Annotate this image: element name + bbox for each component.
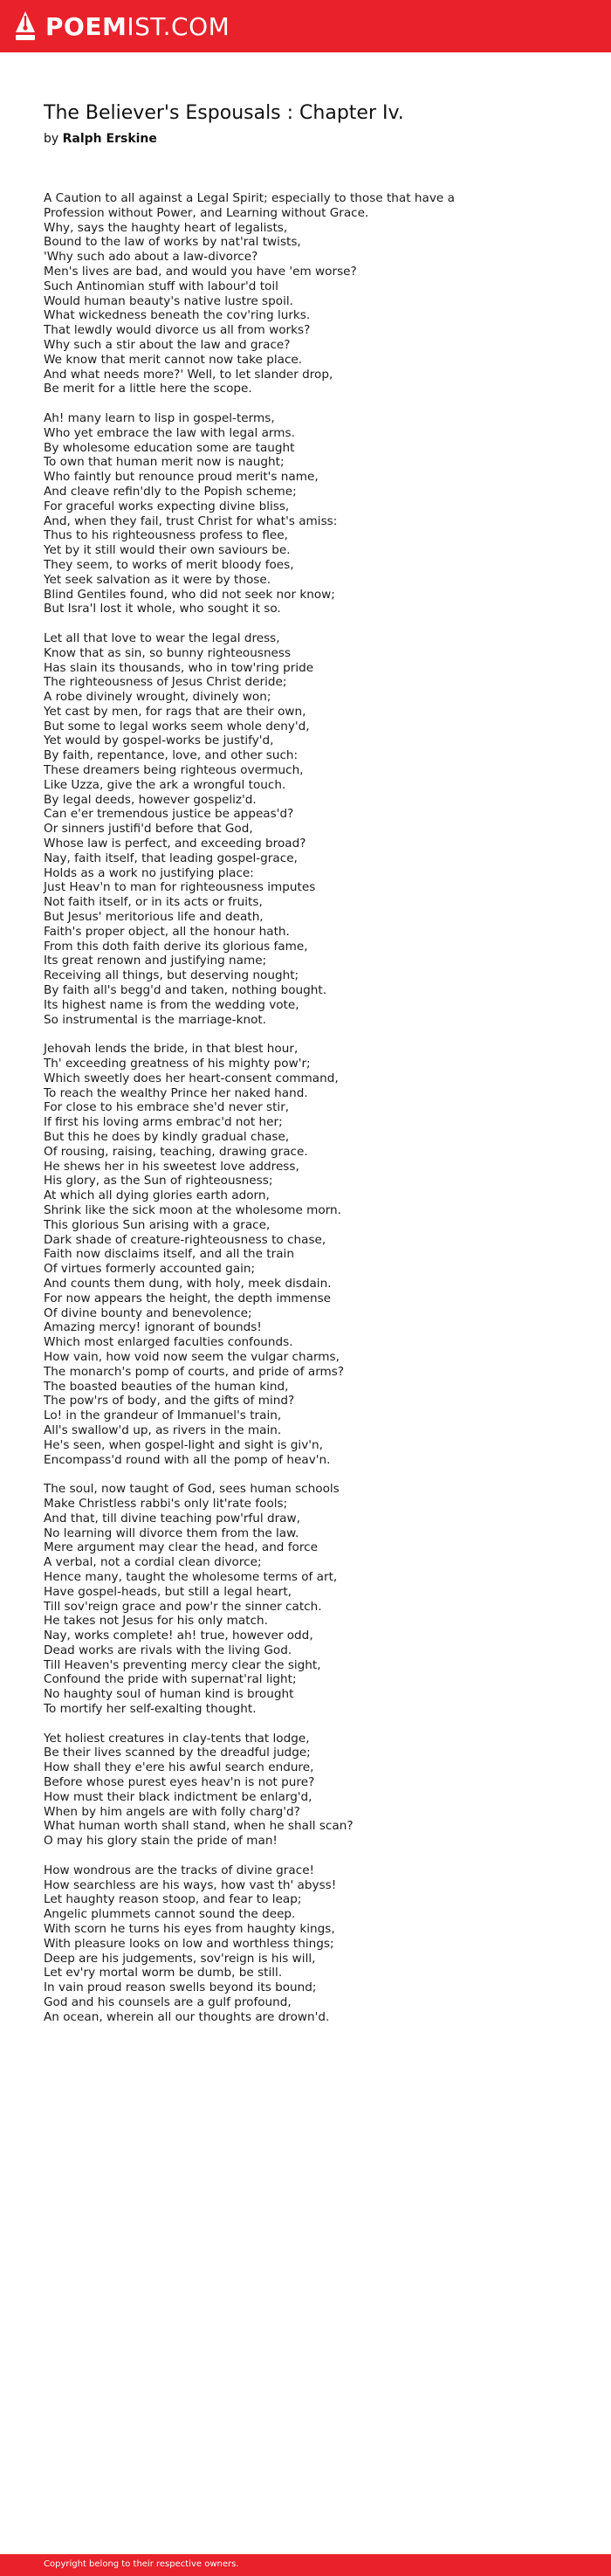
poem-line: By faith, repentance, love, and other such: <box>44 748 299 763</box>
poem-line: Men's lives are bad, and would you have 'em worse? <box>44 264 357 279</box>
poem-line: Angelic plummets cannot sound the deep. <box>44 1907 296 1922</box>
poem-line: Dark shade of creature-righteousness to chase, <box>44 1232 326 1247</box>
poem-line: Holds as a work no justifying place: <box>44 865 254 880</box>
poem-line: And what needs more?' Well, to let slander drop, <box>44 367 333 382</box>
poem-line: For close to his embrace she'd never stir, <box>44 1100 290 1115</box>
poem-line: He takes not Jesus for his only match. <box>44 1614 268 1629</box>
poem-stanza <box>44 631 585 1028</box>
logo-text-bold: POEM <box>45 11 127 41</box>
poem-line: He shews her in his sweetest love address, <box>44 1159 299 1174</box>
poem-line: Let haughty reason stoop, and fear to leap; <box>44 1892 302 1907</box>
poem-line: Yet cast by men, for rags that are their own, <box>44 704 306 719</box>
poem-line: Of rousing, raising, teaching, drawing grace. <box>44 1144 308 1159</box>
poem-line: Profession without Power, and Learning without Grace. <box>44 205 369 220</box>
logo-wordmark <box>45 12 230 41</box>
poem-line: Its highest name is from the wedding vote, <box>44 997 299 1012</box>
top-bar <box>0 0 611 52</box>
poem-line: Would human beauty's native lustre spoil. <box>44 293 293 308</box>
poem-line: A Caution to all against a Legal Spirit; especially to those that have a <box>44 191 455 205</box>
poem-line: Confound the pride with supernat'ral light; <box>44 1672 297 1687</box>
poem-line: By legal deeds, however gospeliz'd. <box>44 792 257 807</box>
poem-line: But some to legal works seem whole deny'd, <box>44 719 310 734</box>
poem-line: All's swallow'd up, as rivers in the main. <box>44 1422 282 1437</box>
poem-line: Make Christless rabbi's only lit'rate fools; <box>44 1496 288 1511</box>
poem-line: He's seen, when gospel-light and sight is giv'n, <box>44 1437 323 1452</box>
poem-line: Of divine bounty and benevolence; <box>44 1305 252 1320</box>
poem-stanza <box>44 1042 585 1467</box>
poem-line: And counts them dung, with holy, meek disdain. <box>44 1276 332 1291</box>
poem-line: Shrink like the sick moon at the wholesome morn. <box>44 1202 341 1217</box>
poem-stanza <box>44 1482 585 1717</box>
poem-line: How wondrous are the tracks of divine grace! <box>44 1863 315 1877</box>
poem-line: From this doth faith derive its glorious fame, <box>44 939 308 954</box>
poem-line: His glory, as the Sun of righteousness; <box>44 1174 273 1188</box>
poem-line: Know that as sin, so bunny righteousness <box>44 645 292 660</box>
poem-line: Why, says the haughty heart of legalists, <box>44 220 288 235</box>
poem-line: Yet by it still would their own saviours be. <box>44 543 291 558</box>
poem-line: Be merit for a little here the scope. <box>44 382 252 396</box>
poem-line: An ocean, wherein all our thoughts are drown'd. <box>44 2009 330 2024</box>
poem-line: Lo! in the grandeur of Immanuel's train, <box>44 1409 282 1423</box>
poem-line: When by him angels are with folly charg'd? <box>44 1804 300 1819</box>
poem-line: No learning will divorce them from the law. <box>44 1526 299 1540</box>
poem-line: Receiving all things, but deserving nought; <box>44 968 299 983</box>
poem-title: The Believer's Espousals : Chapter Iv. <box>44 102 404 124</box>
poem-line: We know that merit cannot now take place. <box>44 352 303 367</box>
logo-text-light: IST.COM <box>127 11 230 41</box>
poem-line: A robe divinely wrought, divinely won; <box>44 690 271 705</box>
poem-line: And cleave refin'dly to the Popish scheme; <box>44 484 297 499</box>
quill-pen-icon <box>14 10 37 42</box>
poem-line: Yet seek salvation as it were by those. <box>44 572 271 587</box>
poem-line: Ah! many learn to lisp in gospel-terms, <box>44 410 275 425</box>
poem-line: That lewdly would divorce us all from works? <box>44 323 311 338</box>
poem-line: How shall they e'ere his awful search endure, <box>44 1760 314 1775</box>
poem-line: For now appears the height, the depth immense <box>44 1291 332 1305</box>
poem-line: Who faintly but renounce proud merit's name, <box>44 470 319 485</box>
poem-line: Yet holiest creatures in clay-tents that lodge, <box>44 1731 310 1746</box>
poem-line: Which sweetly does her heart-consent command, <box>44 1071 339 1085</box>
poem-line: Or sinners justifi'd before that God, <box>44 822 253 837</box>
poem-line: Jehovah lends the bride, in that blest hour, <box>44 1042 299 1057</box>
poem-line: How must their black indictment be enlarg'd, <box>44 1789 312 1804</box>
poem-line: Dead works are rivals with the living God. <box>44 1643 292 1657</box>
poem-line: Be their lives scanned by the dreadful judge; <box>44 1746 311 1760</box>
poem-line: Deep are his judgements, sov'reign is his will, <box>44 1951 316 1966</box>
poem-line: The righteousness of Jesus Christ deride; <box>44 675 287 690</box>
byline <box>44 132 157 146</box>
copyright-text: Copyright belong to their respective owners. <box>44 2559 239 2569</box>
poem-line: Has slain its thousands, who in tow'ring pride <box>44 660 314 675</box>
poem-line: To reach the wealthy Prince her naked hand. <box>44 1085 308 1100</box>
poem-line: The soul, now taught of God, sees human schools <box>44 1482 340 1497</box>
poem-line: Blind Gentiles found, who did not seek nor know; <box>44 587 335 602</box>
author-link[interactable]: Ralph Erskine <box>62 132 157 146</box>
site-logo[interactable] <box>14 10 230 42</box>
poem-line: Faith's proper object, all the honour hath. <box>44 924 290 939</box>
poem-line: Can e'er tremendous justice be appeas'd? <box>44 807 294 822</box>
by-label: by <box>44 132 59 146</box>
poem-line: The boasted beauties of the human kind, <box>44 1379 289 1394</box>
poem-line: With pleasure looks on low and worthless things; <box>44 1936 334 1951</box>
poem-line: Before whose purest eyes heav'n is not pure? <box>44 1775 315 1790</box>
poem-line: Faith now disclaims itself, and all the train <box>44 1247 294 1262</box>
poem-line: Thus to his righteousness profess to flee, <box>44 528 288 543</box>
poem-line: Till Heaven's preventing mercy clear the sight, <box>44 1657 321 1672</box>
poem-line: They seem, to works of merit bloody foes, <box>44 557 294 572</box>
poem-line: So instrumental is the marriage-knot. <box>44 1012 267 1027</box>
poem-line: Its great renown and justifying name; <box>44 954 267 968</box>
poem-line: But this he does by kindly gradual chase, <box>44 1130 290 1144</box>
footer-bar <box>0 2554 611 2576</box>
poem-line: Let ev'ry mortal worm be dumb, be still. <box>44 1966 283 1980</box>
poem-line: Th' exceeding greatness of his mighty pow'r; <box>44 1057 311 1071</box>
poem-line: At which all dying glories earth adorn, <box>44 1188 270 1203</box>
poem-line: 'Why such ado about a law-divorce? <box>44 250 258 265</box>
poem-line: Encompass'd round with all the pomp of heav'n. <box>44 1452 331 1467</box>
poem-line: Who yet embrace the law with legal arms. <box>44 425 295 440</box>
poem-line: If first his loving arms embrac'd not her; <box>44 1115 283 1130</box>
poem-line: But Jesus' meritorious life and death, <box>44 910 264 925</box>
poem-line: The pow'rs of body, and the gifts of mind? <box>44 1394 295 1409</box>
poem-line: By faith all's begg'd and taken, nothing bought. <box>44 983 327 998</box>
poem-line: These dreamers being righteous overmuch, <box>44 763 304 778</box>
poem-line: Of virtues formerly accounted gain; <box>44 1262 256 1277</box>
poem-line: Nay, faith itself, that leading gospel-grace, <box>44 851 298 865</box>
poem-line: Bound to the law of works by nat'ral twists, <box>44 235 301 250</box>
poem-line: O may his glory stain the pride of man! <box>44 1834 278 1849</box>
poem-line: No haughty soul of human kind is brought <box>44 1687 294 1702</box>
poem-stanza <box>44 1863 585 2025</box>
poem-line: Such Antinomian stuff with labour'd toil <box>44 279 278 293</box>
poem-line: And that, till divine teaching pow'rful draw, <box>44 1511 300 1526</box>
poem-line: Why such a stir about the law and grace? <box>44 337 291 352</box>
poem-line: A verbal, not a cordial clean divorce; <box>44 1555 262 1570</box>
poem-line: Till sov'reign grace and pow'r the sinner catch. <box>44 1599 322 1614</box>
poem-stanza <box>44 191 585 396</box>
poem-line: Mere argument may clear the head, and force <box>44 1540 318 1555</box>
poem-stanza <box>44 411 585 616</box>
poem-line: To own that human merit now is naught; <box>44 455 285 470</box>
poem-line: In vain proud reason swells beyond its bound; <box>44 1980 317 1995</box>
poem-line: But Isra'l lost it whole, who sought it so. <box>44 602 281 616</box>
poem-line: What wickedness beneath the cov'ring lurks. <box>44 308 311 323</box>
poem-line: By wholesome education some are taught <box>44 440 295 455</box>
poem-line: Nay, works complete! ah! true, however odd, <box>44 1629 313 1643</box>
poem-line: What human worth shall stand, when he shall scan? <box>44 1819 354 1834</box>
poem-line: The monarch's pomp of courts, and pride of arms? <box>44 1364 345 1379</box>
poem-line: How searchless are his ways, how vast th' abyss! <box>44 1877 337 1892</box>
poem-line: With scorn he turns his eyes from haughty kings, <box>44 1922 335 1937</box>
poem-line: Yet would by gospel-works be justify'd, <box>44 734 274 748</box>
poem-line: Like Uzza, give the ark a wrongful touch. <box>44 777 286 792</box>
poem-line: For graceful works expecting divine bliss, <box>44 499 290 513</box>
poem-line: God and his counsels are a gulf profound, <box>44 1995 292 2010</box>
poem-stanza <box>44 1732 585 1849</box>
poem-line: Whose law is perfect, and exceeding broad? <box>44 837 306 851</box>
poem-line: To mortify her self-exalting thought. <box>44 1702 257 1717</box>
poem-line: Amazing mercy! ignorant of bounds! <box>44 1320 262 1335</box>
poem-line: Have gospel-heads, but still a legal heart, <box>44 1584 292 1599</box>
poem-body <box>44 191 585 2039</box>
poem-line: Just Heav'n to man for righteousness imputes <box>44 880 316 895</box>
poem-line: This glorious Sun arising with a grace, <box>44 1217 271 1232</box>
poem-line: Let all that love to wear the legal dress, <box>44 630 280 645</box>
poem-line: Not faith itself, or in its acts or fruits, <box>44 895 263 910</box>
poem-line: How vain, how void now seem the vulgar charms, <box>44 1349 340 1364</box>
poem-line: Which most enlarged faculties confounds. <box>44 1335 293 1350</box>
poem-line: Hence many, taught the wholesome terms of art, <box>44 1569 338 1584</box>
poem-line: And, when they fail, trust Christ for what's amiss: <box>44 513 338 528</box>
